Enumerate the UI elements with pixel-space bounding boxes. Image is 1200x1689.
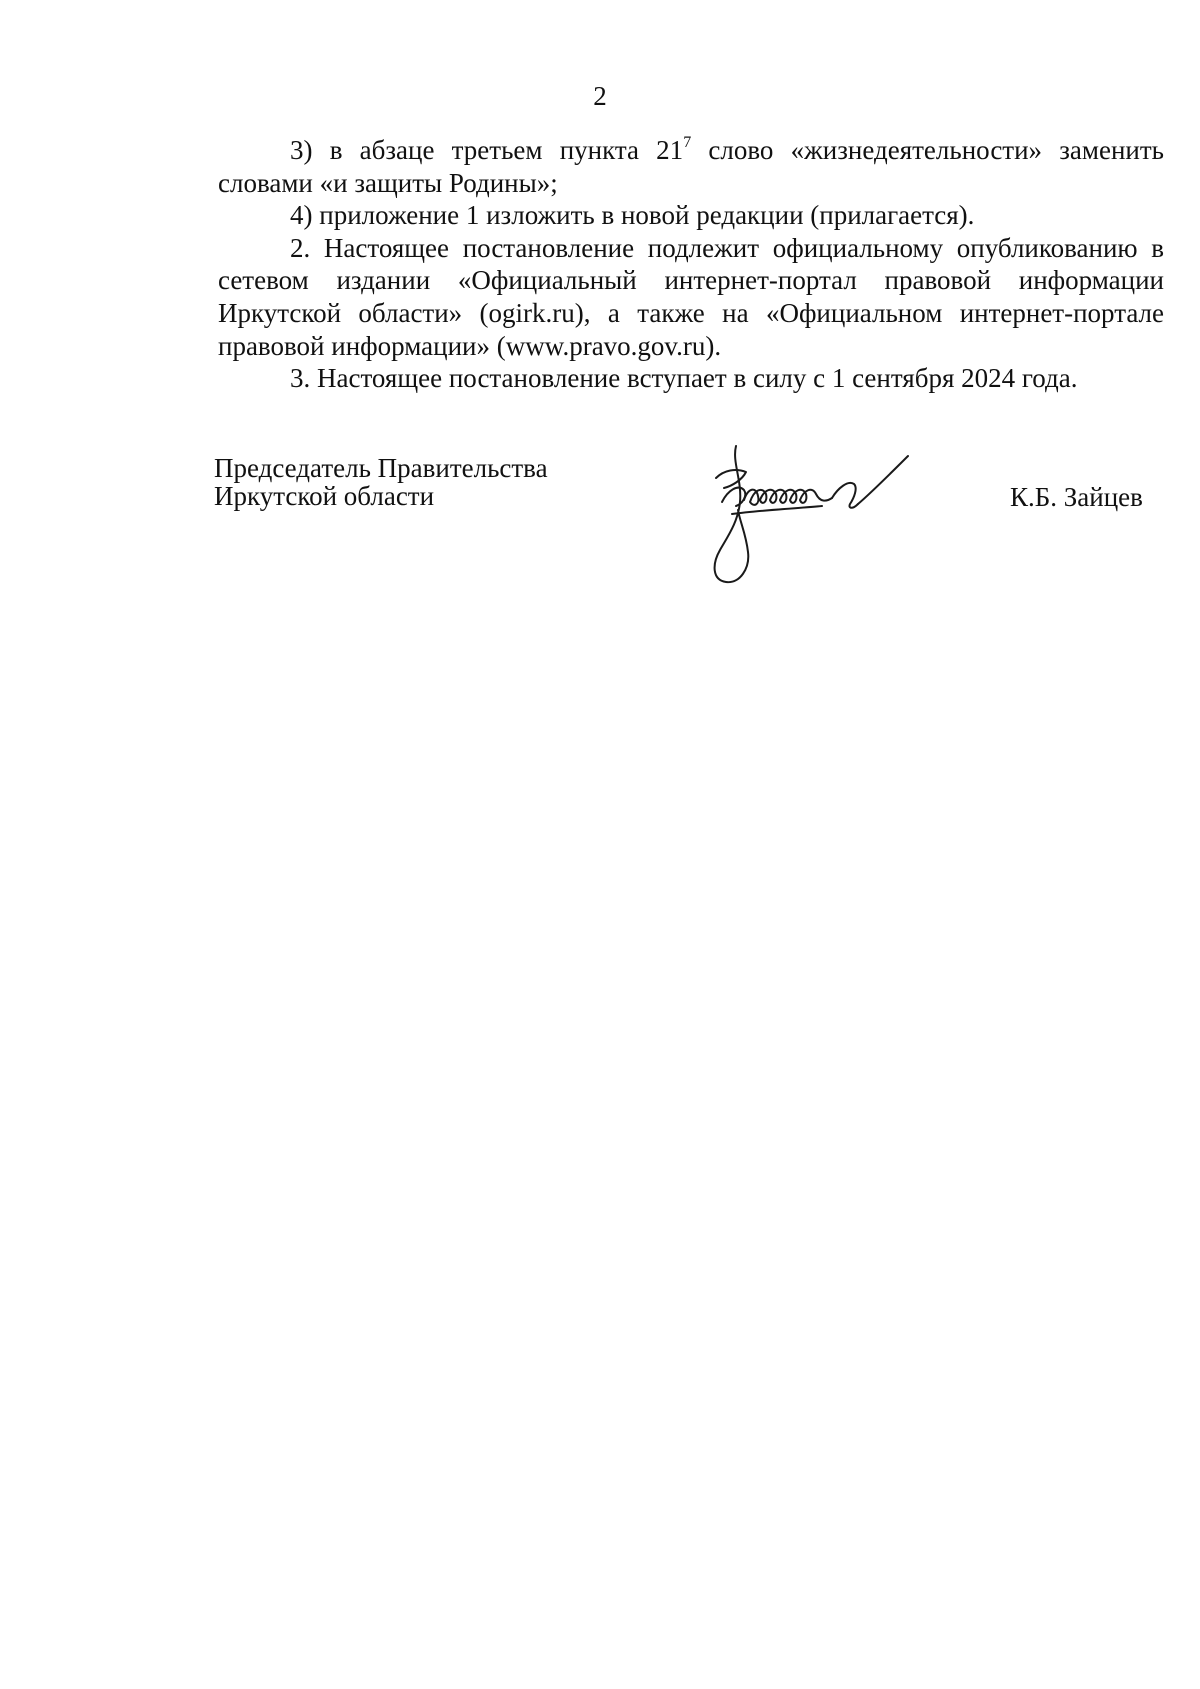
paragraph-point-3: 3. Настоящее постановление вступает в силу с 1 сентября 2024 года. <box>290 363 1078 394</box>
handwritten-signature-icon <box>702 440 952 588</box>
paragraph-point-2: 2. Настоящее постановление подлежит официальному опубликованию в сетевом издании «Официальный интернет-портал правовой информации Иркутской области» (ogirk.ru), а также на «Официальном интернет-портале правовой информации» (www.pravo.gov.ru). <box>218 232 1164 361</box>
signer-name: К.Б. Зайцев <box>1010 482 1143 512</box>
signer-position <box>214 454 548 510</box>
paragraph-item-3 <box>218 134 1164 199</box>
paragraph-text: 3) в абзаце третьем пункта 21 <box>290 135 684 165</box>
paragraph-item-4: 4) приложение 1 изложить в новой редакции (прилагается). <box>290 200 975 231</box>
page-number: 2 <box>593 81 607 111</box>
paragraph-text-continued: слово «жизнедеятельности» заменить словами «и защиты Родины»; <box>218 135 1164 198</box>
signer-position-line-2: Иркутской области <box>214 481 435 511</box>
superscript-number: 7 <box>683 134 692 151</box>
document-body <box>218 134 1164 395</box>
signature-block <box>214 454 1174 594</box>
signer-position-line-1: Председатель Правительства <box>214 453 548 483</box>
